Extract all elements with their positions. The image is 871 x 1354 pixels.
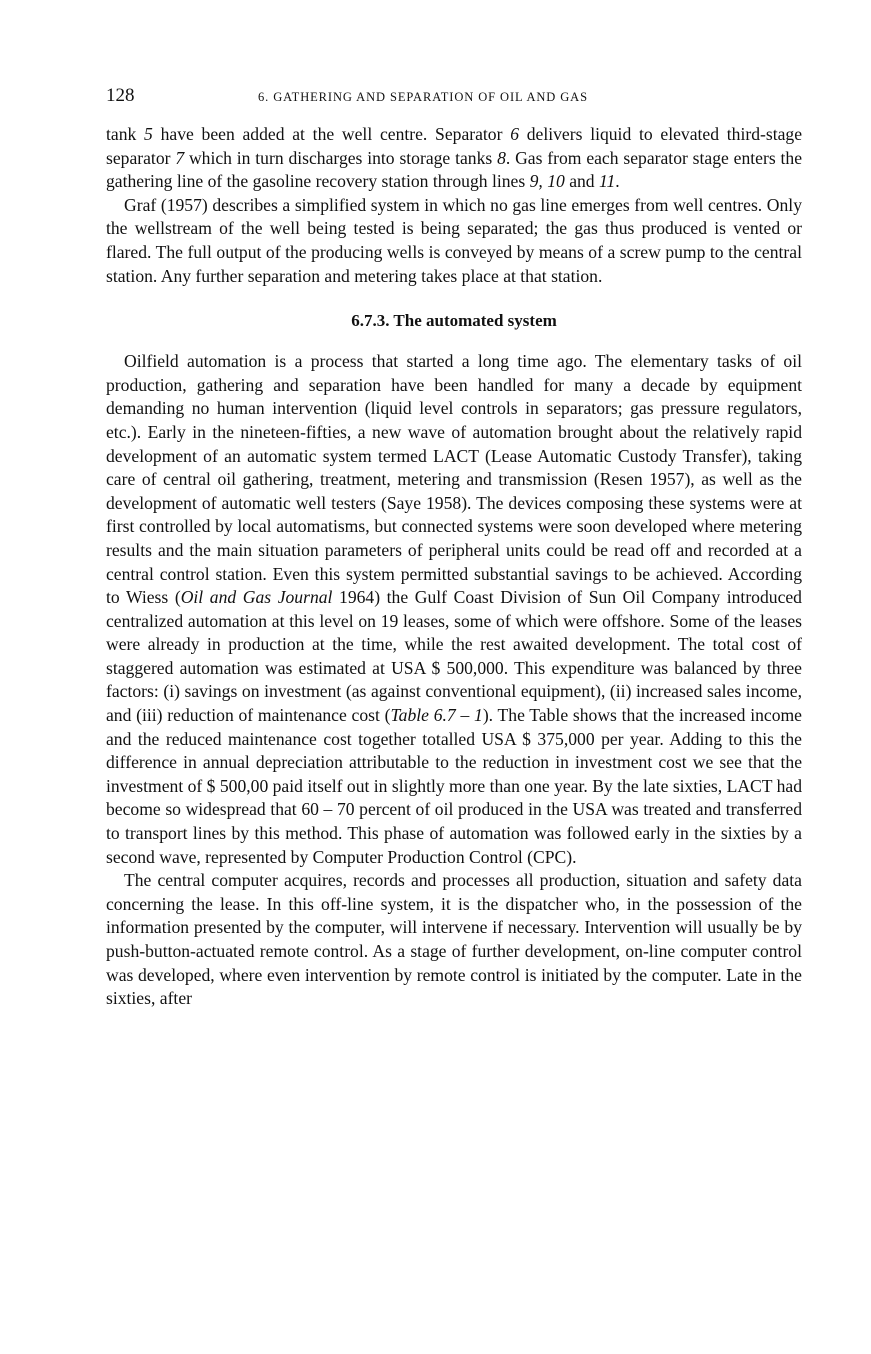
page-header xyxy=(106,86,806,110)
paragraph-3-text-3: ). The Table shows that the increased income and the reduced maintenance cost together totalled USA $ 375,000 per year. Adding to this the difference in annual depreciation attributable to the reduction in investment cost we see that the investment of $ 500,00 paid itself out in slightly more than one year. By the late sixties, LACT had become so widespread that 60 – 70 percent of oil produced in the USA was treated and transferred to transport lines by this method. This phase of automation was followed early in the sixties by a second wave, represented by Computer Production Control (CPC). xyxy=(106,705,802,867)
paragraph-1-text-5: . Gas from each separator stage enters the gathering line of the gasoline recovery station through lines xyxy=(106,147,802,192)
table-reference: Table 6.7 – 1 xyxy=(390,705,483,726)
reference-numeral-11: 11 xyxy=(599,171,616,192)
reference-numeral-8: 8 xyxy=(497,147,506,168)
paragraph-4: The central computer acquires, records and processes all production, situation and safety data concerning the lease. In this off-line system, it is the dispatcher who, in the possession of the information presented by the computer, will intervene if necessary. Intervention will usually be by push-button-actuated remote control. As a stage of further development, on-line computer control was developed, where even intervention by remote control is initiated by the computer. Late in the sixties, after xyxy=(106,870,802,1009)
journal-title: Oil and Gas Journal xyxy=(180,587,333,608)
paragraph-1-text-4: which in turn discharges into storage tanks xyxy=(184,147,498,168)
paragraph-1-text-7: . xyxy=(615,171,620,192)
paragraph-1 xyxy=(106,123,802,194)
reference-numerals-9-10: 9, 10 xyxy=(529,171,565,192)
paragraph-1-text-2: have been added at the well centre. Separator xyxy=(152,124,511,144)
paragraph-1-text-6: and xyxy=(564,171,599,192)
paragraph-3 xyxy=(106,350,802,869)
running-title: 6. GATHERING AND SEPARATION OF OIL AND GAS xyxy=(258,90,588,104)
paragraph-1-text-3: delivers liquid to elevated third-stage separator xyxy=(106,124,802,168)
section-heading: 6.7.3. The automated system xyxy=(351,311,557,331)
reference-numeral-5: 5 xyxy=(144,124,153,144)
paragraph-1-text-1: tank xyxy=(106,124,145,144)
paragraph-3-text-2: 1964) the Gulf Coast Division of Sun Oil Company introduced centralized automation at this level on 19 leases, some of which were offshore. Some of the leases were already in production at the time, while the rest awaited development. The total cost of staggered automation was estimated at USA $ 500,000. This expenditure was balanced by three factors: (i) savings on investment (as against conventional equipment), (ii) increased sales income, and (iii) reduction of maintenance cost ( xyxy=(106,587,802,726)
body-text xyxy=(106,123,802,1011)
page-number: 128 xyxy=(106,85,135,106)
paragraph-2: Graf (1957) describes a simplified system in which no gas line emerges from well centres. Only the wellstream of the well being tested is being separated; the gas thus produced is vented or flared. The full output of the producing wells is conveyed by means of a screw pump to the central station. Any further separation and metering takes place at that station. xyxy=(106,194,802,286)
paragraph-3-text-1: Oilfield automation is a process that started a long time ago. The elementary tasks of oil production, gathering and separation have been handled for many a decade by equipment demanding no human intervention (liquid level controls in separators; gas pressure regulators, etc.). Early in the nineteen-fifties, a new wave of automation brought about the relatively rapid development of an automatic system termed LACT (Lease Automatic Custody Transfer), taking care of central oil gathering, treatment, metering and transmission (Resen 1957), as well as the development of automatic well testers (Saye 1958). The devices composing these systems were at first controlled by local automatisms, but connected systems were soon developed where metering results and the main situation parameters of peripheral units could be read off and recorded at a central control station. Even this system permitted substantial savings to be achieved. According to Wiess ( xyxy=(106,351,802,608)
reference-numeral-6: 6 xyxy=(510,124,520,144)
reference-numeral-7: 7 xyxy=(175,147,185,168)
